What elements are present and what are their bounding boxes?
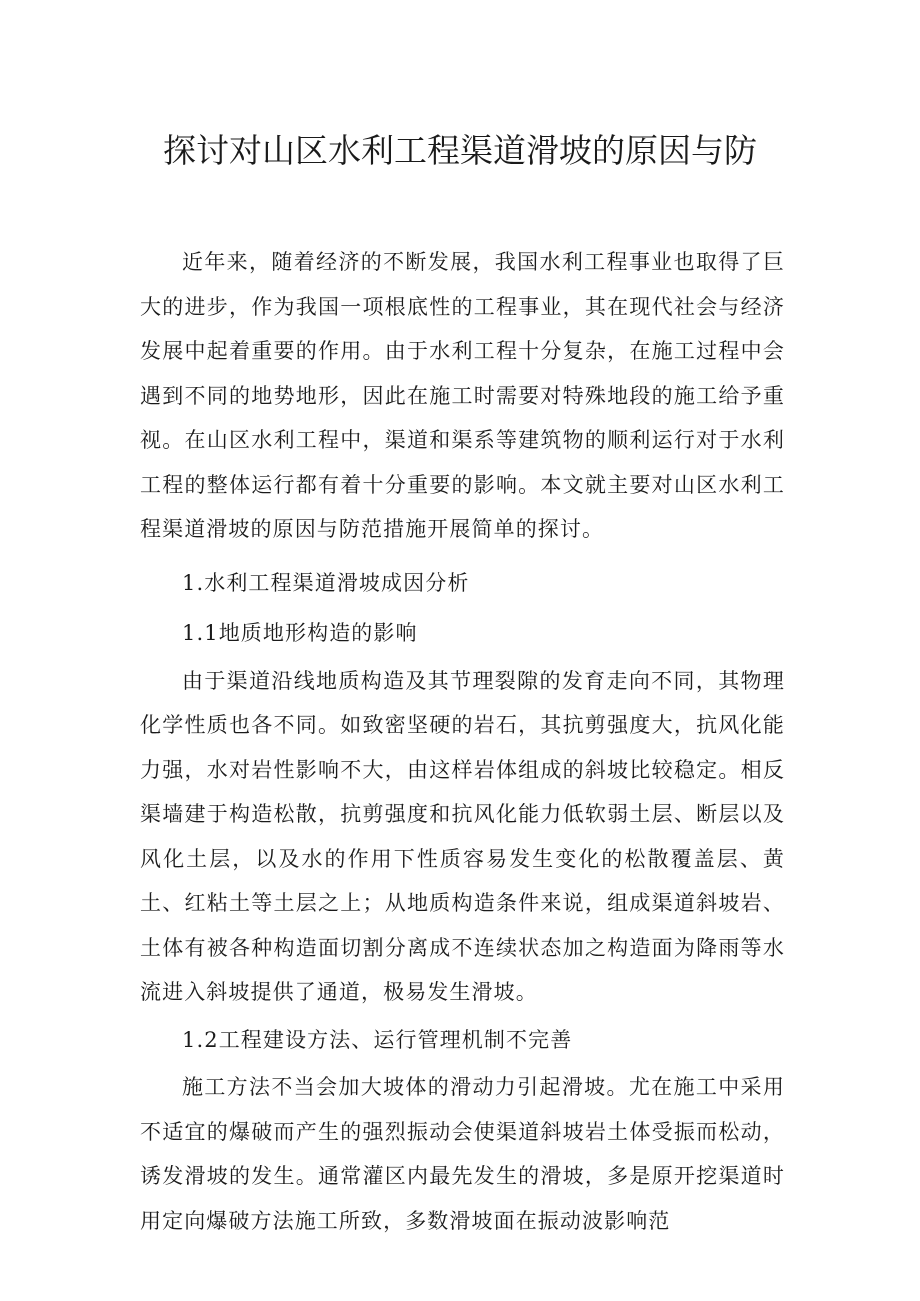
section-heading-1: 1.水利工程渠道滑坡成因分析 [182,570,470,595]
geology-paragraph: 由于渠道沿线地质构造及其节理裂隙的发育走向不同，其物理化学性质也各不同。如致密坚硬的岩石，其抗剪强度大，抗风化能力强，水对岩性影响不大，由这样岩体组成的斜坡比较稳定。相反渠墙建于构造松散，抗剪强度和抗风化能力低软弱土层、断层以及风化土层，以及水的作用下性质容易发生变化的松散覆盖层、黄土、红粘土等土层之上；从地质构造条件来说，组成渠道斜坡岩、土体有被各种构造面切割分离成不连续状态加之构造面为降雨等水流进入斜坡提供了通道，极易发生滑坡。 [140,668,785,1004]
subsection-heading-1-1: 1.1地质地形构造的影响 [182,621,418,645]
construction-paragraph: 施工方法不当会加大坡体的滑动力引起滑坡。尤在施工中采用不适宜的爆破而产生的强烈振动会使渠道斜坡岩土体受振而松动，诱发滑坡的发生。通常灌区内最先发生的滑坡，多是原开挖渠道时用定向爆破方法施工所致，多数滑坡面在振动波影响范 [140,1075,785,1233]
intro-paragraph: 近年来，随着经济的不断发展，我国水利工程事业也取得了巨大的进步，作为我国一项根底性的工程事业，其在现代社会与经济发展中起着重要的作用。由于水利工程十分复杂，在施工过程中会遇到不同的地势地形，因此在施工时需要对特殊地段的施工给予重视。在山区水利工程中，渠道和渠系等建筑物的顺利运行对于水利工程的整体运行都有着十分重要的影响。本文就主要对山区水利工程渠道滑坡的原因与防范措施开展简单的探讨。 [140,250,785,541]
document-title: 探讨对山区水利工程渠道滑坡的原因与防 [163,131,757,170]
document-body [140,240,785,1243]
subsection-heading-1-2: 1.2工程建设方法、运行管理机制不完善 [182,1027,573,1052]
